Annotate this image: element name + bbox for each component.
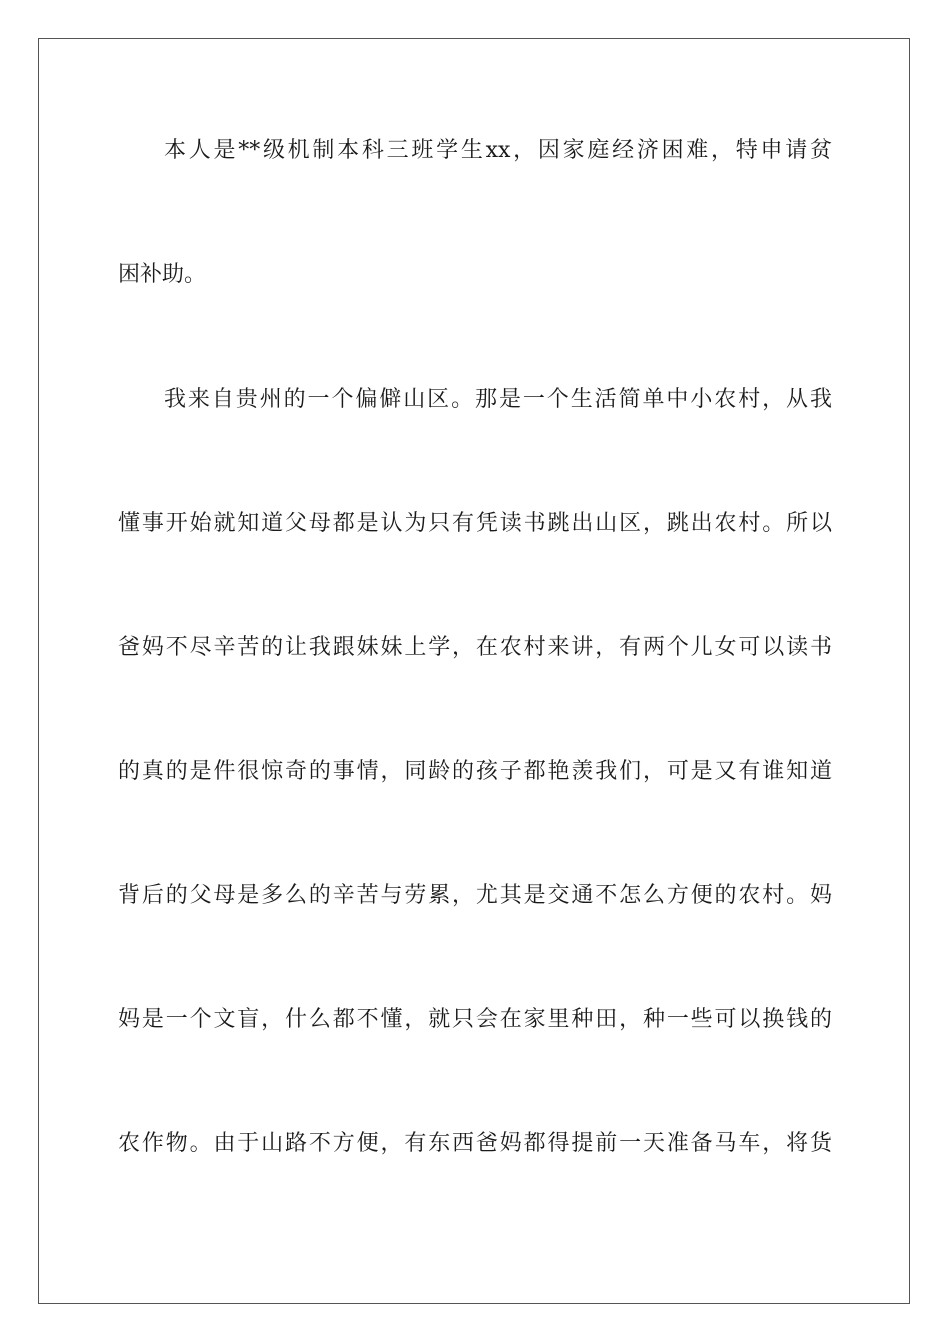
- paragraph-2-line-6: 妈是一个文盲，什么都不懂，就只会在家里种田，种一些可以换钱的: [118, 1007, 832, 1032]
- paragraph-2-line-4: 的真的是件很惊奇的事情，同龄的孩子都艳羡我们，可是又有谁知道: [118, 759, 832, 784]
- paragraph-2-line-2: 懂事开始就知道父母都是认为只有凭读书跳出山区，跳出农村。所以: [118, 511, 832, 536]
- paragraph-2-line-1: 我来自贵州的一个偏僻山区。那是一个生活简单中小农村，从我: [164, 387, 832, 412]
- paragraph-2-line-3: 爸妈不尽辛苦的让我跟妹妹上学，在农村来讲，有两个儿女可以读书: [118, 635, 832, 660]
- paragraph-1-line-1: 本人是**级机制本科三班学生xx，因家庭经济困难，特申请贫: [164, 138, 832, 163]
- paragraph-1-line-2: 困补助。: [118, 262, 207, 287]
- paragraph-2-line-5: 背后的父母是多么的辛苦与劳累，尤其是交通不怎么方便的农村。妈: [118, 883, 832, 908]
- paragraph-2-line-7: 农作物。由于山路不方便，有东西爸妈都得提前一天准备马车，将货: [118, 1131, 832, 1156]
- page-border: [38, 38, 910, 1304]
